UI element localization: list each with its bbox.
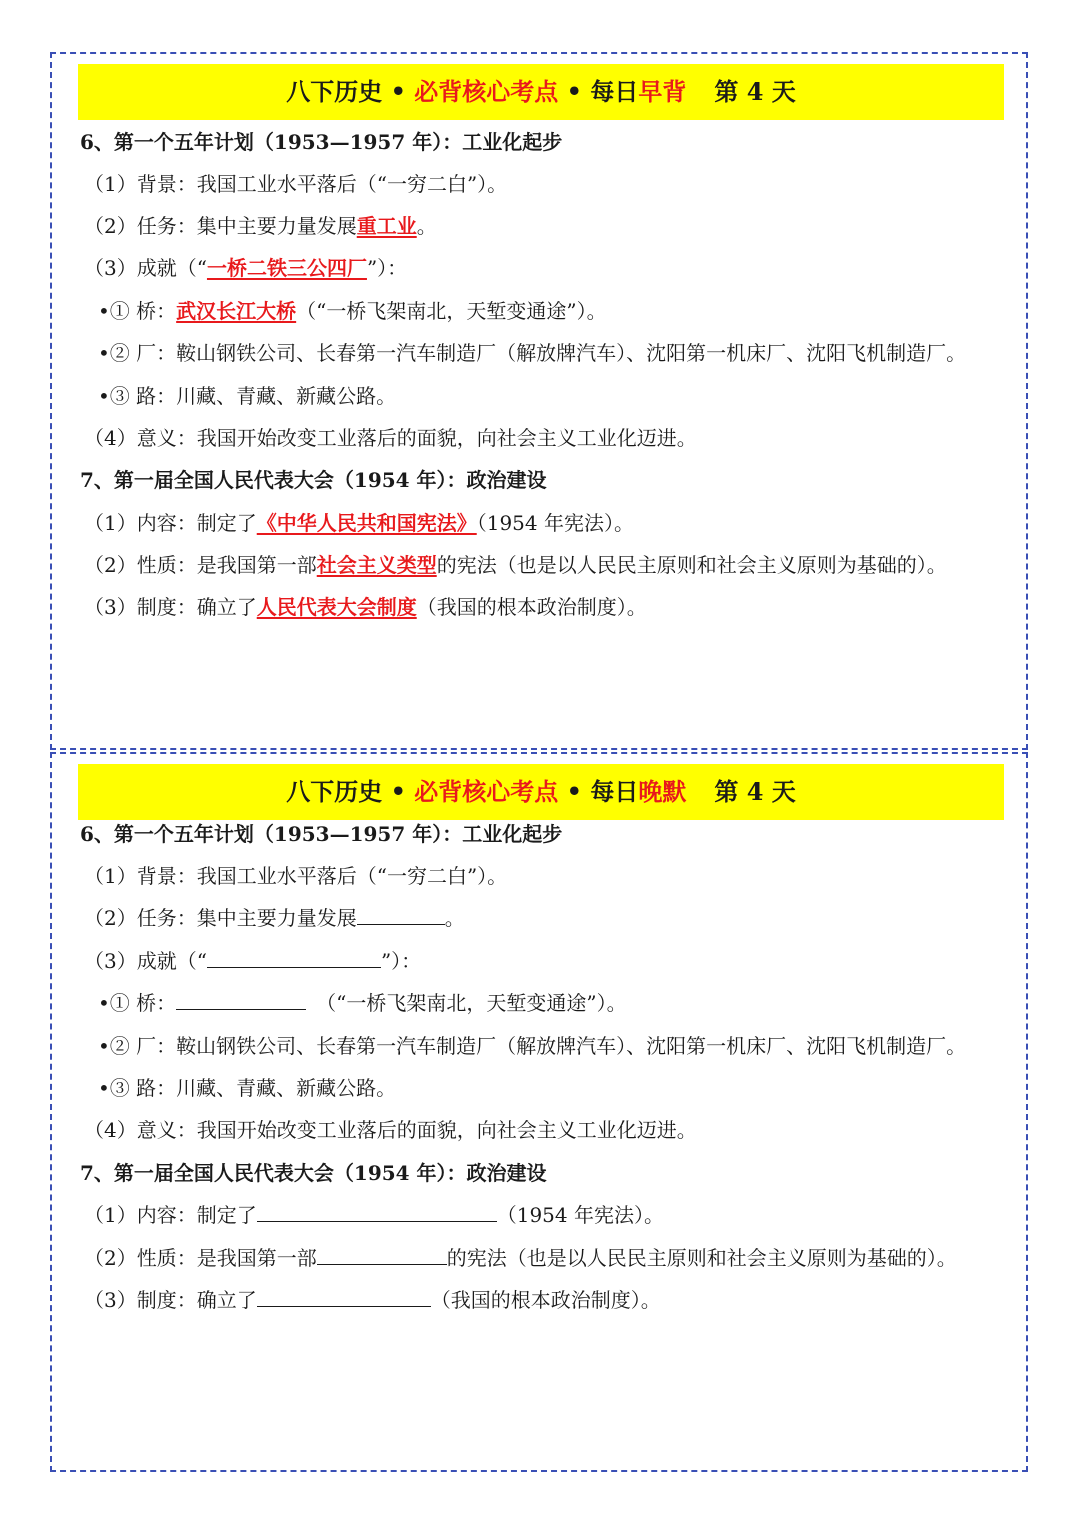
- section-7-title: 7、第一届全国人民代表大会（1954 年）：政治建设: [80, 1161, 547, 1185]
- text: （3）成就（“: [84, 256, 207, 280]
- banner-core-points: 必背核心考点: [414, 777, 559, 806]
- text: （“一桥飞架南北，天堑变通途”）。: [316, 991, 627, 1015]
- text: （3）制度：确立了: [84, 1288, 257, 1312]
- text: •① 桥：: [98, 299, 177, 323]
- section-7-title: 7、第一届全国人民代表大会（1954 年）：政治建设: [80, 468, 547, 492]
- text: 。: [416, 214, 437, 238]
- text: （1）内容：制定了: [84, 511, 257, 535]
- text: 。: [444, 906, 465, 930]
- text: （我国的根本政治制度）。: [430, 1288, 661, 1312]
- bullet-roads: •③ 路：川藏、青藏、新藏公路。: [98, 1076, 397, 1100]
- s6-background: （1）背景：我国工业水平落后（“一穷二白”）。: [84, 864, 508, 888]
- banner-dot: •: [382, 777, 415, 806]
- text: （1）内容：制定了: [84, 1203, 257, 1227]
- text: （2）性质：是我国第一部: [84, 553, 317, 577]
- text: （2）任务：集中主要力量发展: [84, 214, 357, 238]
- answer-achievement: 一桥二铁三公四厂: [206, 256, 367, 280]
- section-6-title: 6、第一个五年计划（1953—1957 年）：工业化起步: [80, 130, 563, 154]
- s7-content: [84, 1201, 664, 1229]
- text: （我国的根本政治制度）。: [416, 595, 647, 619]
- text: （1954 年宪法）。: [476, 511, 634, 535]
- text: （“一桥飞架南北，天堑变通途”）。: [296, 299, 607, 323]
- banner-session: 晚默: [638, 777, 687, 806]
- text: （3）成就（“: [84, 949, 207, 973]
- answer-heavy-industry: 重工业: [356, 214, 417, 238]
- text: （2）任务：集中主要力量发展: [84, 906, 357, 930]
- answer-bridge: 武汉长江大桥: [176, 299, 297, 323]
- banner-session: 早背: [638, 77, 687, 106]
- banner-day: 第 4 天: [714, 77, 796, 106]
- blank-socialist-type[interactable]: [317, 1244, 447, 1265]
- answer-congress-system: 人民代表大会制度: [256, 595, 417, 619]
- blank-congress-system[interactable]: [257, 1286, 431, 1307]
- banner-dot: •: [382, 77, 415, 106]
- morning-card: [50, 52, 1028, 750]
- banner-dot: •: [558, 77, 591, 106]
- bullet-bridge: [98, 989, 627, 1017]
- s6-significance: （4）意义：我国开始改变工业落后的面貌，向社会主义工业化迈进。: [84, 426, 697, 450]
- s6-significance: （4）意义：我国开始改变工业落后的面貌，向社会主义工业化迈进。: [84, 1118, 697, 1142]
- answer-constitution: 《中华人民共和国宪法》: [256, 511, 477, 535]
- text: ”）：: [380, 949, 422, 973]
- banner-dot: •: [558, 777, 591, 806]
- s7-nature: [84, 551, 947, 579]
- evening-card: [50, 752, 1028, 1472]
- banner-daily: 每日: [590, 77, 639, 106]
- s6-task: [84, 212, 437, 240]
- blank-constitution[interactable]: [257, 1201, 497, 1222]
- text: 的宪法（也是以人民民主原则和社会主义原则为基础的）。: [446, 1246, 957, 1270]
- blank-achievement[interactable]: [207, 947, 381, 968]
- morning-banner: [78, 64, 1004, 120]
- s6-background: （1）背景：我国工业水平落后（“一穷二白”）。: [84, 172, 508, 196]
- text: •① 桥：: [98, 991, 177, 1015]
- text: （2）性质：是我国第一部: [84, 1246, 317, 1270]
- bullet-factories: •② 厂：鞍山钢铁公司、长春第一汽车制造厂（解放牌汽车）、沈阳第一机床厂、沈阳飞机制造厂。: [98, 341, 967, 365]
- s7-system: [84, 1286, 661, 1314]
- bullet-factories: •② 厂：鞍山钢铁公司、长春第一汽车制造厂（解放牌汽车）、沈阳第一机床厂、沈阳飞机制造厂。: [98, 1034, 967, 1058]
- banner-subject: 八下历史: [286, 777, 383, 806]
- s6-achievement: [84, 947, 421, 975]
- banner-subject: 八下历史: [286, 77, 383, 106]
- blank-heavy-industry[interactable]: [357, 904, 445, 925]
- s7-nature: [84, 1244, 957, 1272]
- blank-bridge[interactable]: [176, 989, 306, 1010]
- section-6-title: 6、第一个五年计划（1953—1957 年）：工业化起步: [80, 822, 563, 846]
- text: 的宪法（也是以人民民主原则和社会主义原则为基础的）。: [436, 553, 947, 577]
- text: ”）：: [366, 256, 408, 280]
- text: （3）制度：确立了: [84, 595, 257, 619]
- s7-content: [84, 509, 634, 537]
- answer-socialist-type: 社会主义类型: [316, 553, 437, 577]
- s6-task: [84, 904, 465, 932]
- bullet-roads: •③ 路：川藏、青藏、新藏公路。: [98, 384, 397, 408]
- banner-day: 第 4 天: [714, 777, 796, 806]
- text: （1954 年宪法）。: [496, 1203, 664, 1227]
- s7-system: [84, 593, 647, 621]
- bullet-bridge: [98, 297, 607, 325]
- evening-banner: [78, 764, 1004, 820]
- banner-core-points: 必背核心考点: [414, 77, 559, 106]
- s6-achievement: [84, 254, 407, 282]
- banner-daily: 每日: [590, 777, 639, 806]
